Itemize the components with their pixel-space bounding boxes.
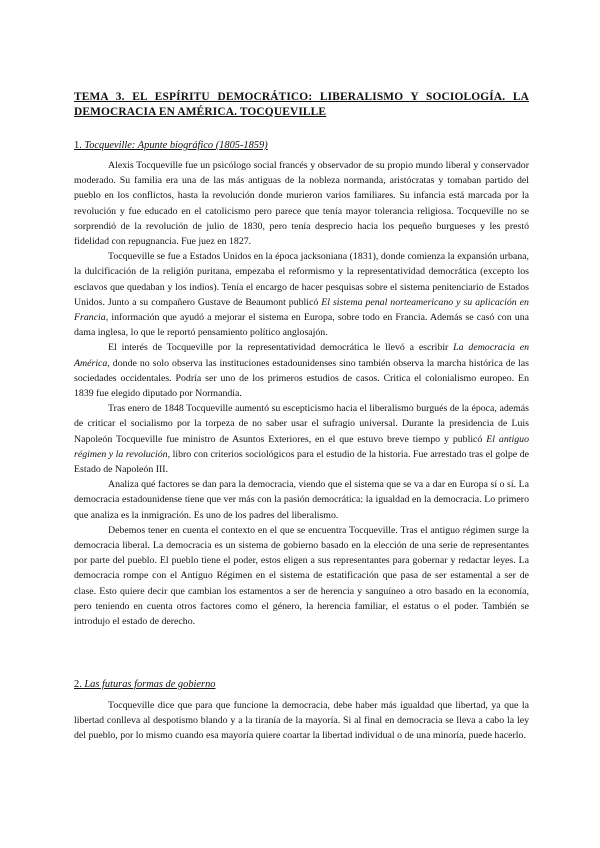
book-title: El antiguo régimen y la revolución — [74, 433, 529, 460]
paragraph-text: , donde no solo observa las instituciones estadounidenses sino también observa la marcha histórica de las sociedades occidentales. Podría ser uno de los primeros estudios de casos. Critica el colonialismo europeo. En 1839 fue elegido diputado por Normandía. — [74, 357, 529, 400]
paragraph-text: Tocqueville se fue a Estados Unidos en la época jacksoniana (1831), donde comienza la expansión urbana, la dulcificación de la religión puritana, empezaba el reformismo y la representatividad democrática (excepto los esclavos que quedaban y los indios). Tenía el encargo de hacer pesquisas sobre el sistema penitenciario de Estados Unidos. Junto a su compañero Gustave de Beaumont publicó — [74, 251, 529, 308]
book-title: La democracia en América — [74, 342, 529, 369]
section-1-paragraph-3 — [74, 340, 529, 401]
book-title: El sistema penal norteamericano y su aplicación en Francia — [74, 296, 529, 324]
section-1-title: Tocqueville: Apunte biográfico (1805-1859) — [84, 140, 268, 151]
paragraph-text: Tras enero de 1848 Tocqueville aumentó su escepticismo hacia el liberalismo burgués de la época, además de criticar el socialismo por la torpeza de no saber usar el sufragio universal. Durante la presidencia de Luis Napoleón Tocqueville fue ministro de Asuntos Exteriores, en el que estuvo breve tiempo y publicó — [74, 403, 529, 445]
section-1-paragraph-5: Analiza qué factores se dan para la democracia, viendo que el sistema que se va a dar en Europa sí o sí. La democracia estadounidense tiene que ver más con la pasión democrática: la igualdad en la democracia. Lo primero que analiza es la inmigración. Es uno de los padres del liberalismo. — [74, 479, 529, 521]
paragraph-text: , información que ayudó a mejorar el sistema en Europa, sobre todo en Francia. Además se casó con una dama inglesa, lo que le reportó pensamiento político anglosajón. — [74, 312, 529, 339]
section-1-paragraph-6: Debemos tener en cuenta el contexto en el que se encuentra Tocqueville. Tras el antiguo régimen surge la democracia liberal. La democracia es un sistema de gobierno basado en la elección de una serie de representantes por parte del pueblo. El pueblo tiene el poder, estos eligen a sus representantes para gobernar y redactar leyes. La democracia rompe con el Antiguo Régimen en el sistema de estatificación que pasa de ser estamental a ser de clase. Esto quiere decir que cambian los estamentos a ser de herencia y sanguíneo a otro basado en la economía, pero teniendo en cuenta otros factores como el género, la herencia familiar, el estatus o el poder. También se introdujo el estado de derecho. — [74, 524, 529, 628]
paragraph-text: El interés de Tocqueville por la representatividad democrática le llevó a escribir — [108, 342, 454, 354]
section-1-heading — [74, 139, 268, 153]
section-2-title: Las futuras formas de gobierno — [84, 679, 216, 690]
document-title: TEMA 3. EL ESPÍRITU DEMOCRÁTICO: LIBERALISMO Y SOCIOLOGÍA. LA DEMOCRACIA EN AMÉRICA. TOCQUEVILLE — [74, 91, 529, 118]
section-1-paragraph-4 — [74, 401, 529, 477]
section-2-body — [74, 698, 529, 744]
section-1-number: 1. — [74, 140, 82, 151]
section-1-paragraph-2 — [74, 249, 529, 340]
section-2-number: 2. — [74, 679, 82, 690]
section-1-body — [74, 158, 529, 629]
section-2-heading — [74, 678, 215, 692]
section-1-paragraph-1: Alexis Tocqueville fue un psicólogo social francés y observador de su propio mundo liberal y conservador moderado. Su familia era una de las más antiguas de la nobleza normanda, aristócratas y tomaban partido del pueblo en los conflictos, hasta la revolución donde murieron varios familiares. Su infancia está marcada por la revolución y fue educado en el catolicismo pero parece que tenía mayor tolerancia religiosa. Tocqueville no se sorprendió de la revolución de julio de 1830, pero tenía desprecio hacia los pequeño burgueses y les prestó fidelidad con repugnancia. Fue juez en 1827. — [74, 160, 529, 248]
paragraph-text: , libro con criterios sociológicos para el estudio de la historia. Fue arrestado tras el golpe de Estado de Napoleón III. — [74, 448, 529, 476]
section-2-paragraph-1: Tocqueville dice que para que funcione la democracia, debe haber más igualdad que libertad, ya que la libertad conlleva al despotismo blando y a la tiranía de la mayoría. Si al final en democracia se lleva a cabo la ley del pueblo, por lo mismo cuando esa mayoría quiere coartar la libertad individual o de una minoría, puede hacerlo. — [74, 700, 529, 742]
